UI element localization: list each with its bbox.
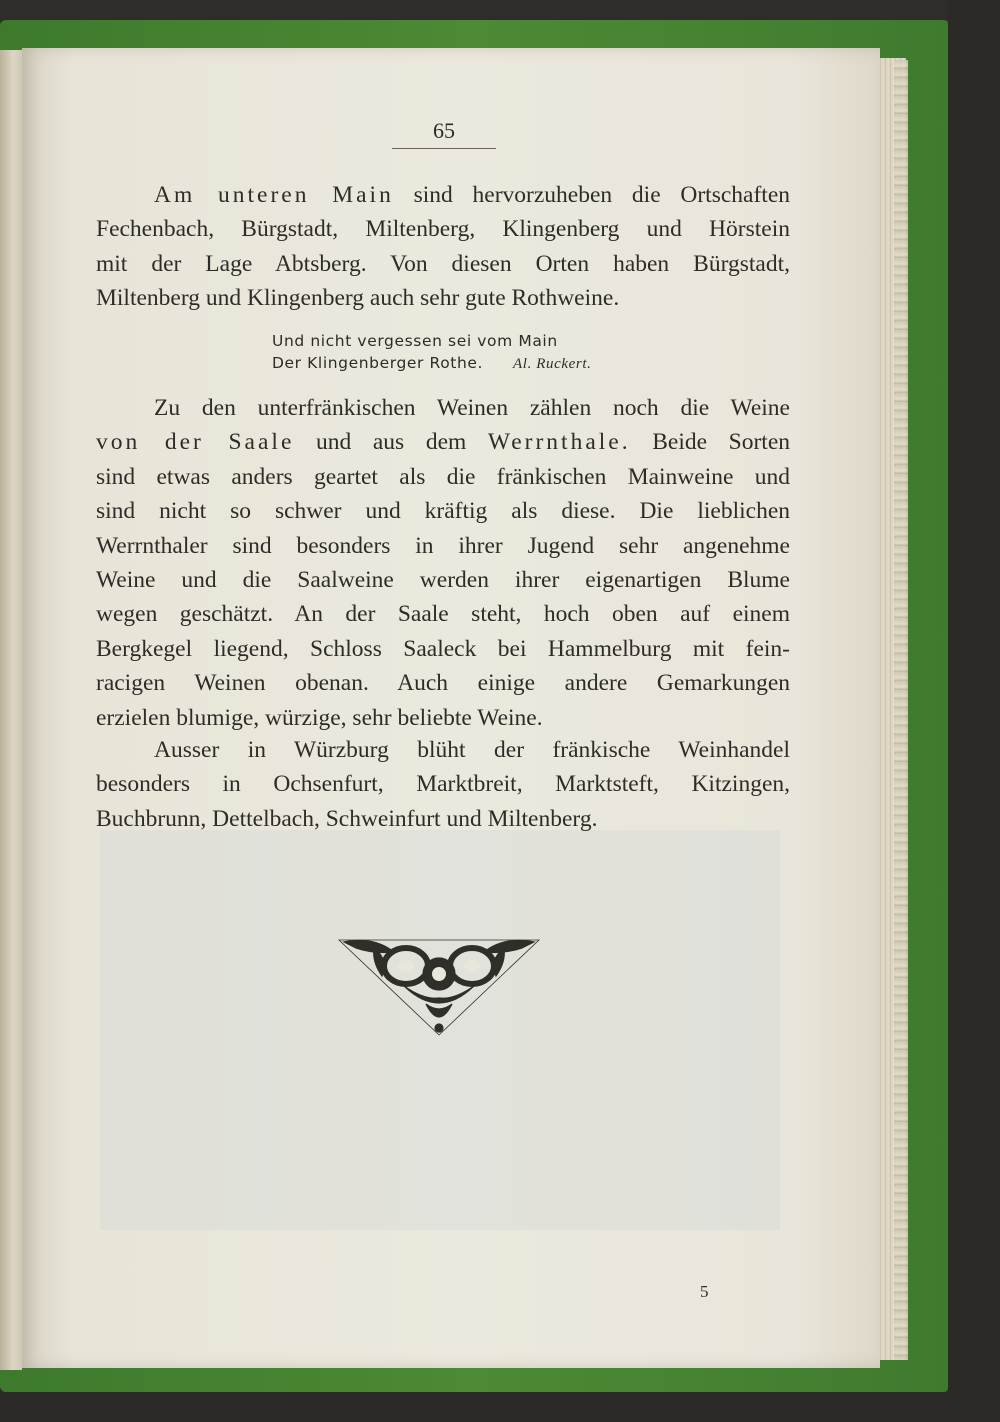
text-line: Bergkegel liegend, Schloss Saaleck bei Hammelburg mit fein- bbox=[96, 635, 790, 662]
text-line: Fechenbach, Bürgstadt, Miltenberg, Klingenberg und Hörstein bbox=[96, 216, 790, 243]
text-line: mit der Lage Abtsberg. Von diesen Orten haben Bürgstadt, bbox=[96, 250, 790, 277]
signature-mark: 5 bbox=[700, 1282, 709, 1301]
spaced-phrase: Werrnthale. bbox=[487, 429, 631, 456]
text-line: besonders in Ochsenfurt, Marktbreit, Marktsteft, Kitzingen, bbox=[96, 771, 790, 798]
page-fore-edge bbox=[894, 60, 908, 1360]
spaced-phrase: Am unteren Main bbox=[154, 182, 394, 208]
page-number: 65 bbox=[392, 118, 496, 149]
text-line: Weine und die Saalweine werden ihrer eigenartigen Blume bbox=[96, 567, 790, 594]
poem-quote bbox=[272, 330, 692, 375]
text-line: wegen geschätzt. An der Saale steht, hoch oben auf einem bbox=[96, 601, 790, 628]
text-line: von der Saale und aus dem Werrnthale. Beide Sorten bbox=[96, 429, 790, 456]
spaced-phrase: von der Saale bbox=[96, 429, 295, 456]
floral-vignette-icon bbox=[334, 930, 544, 1040]
text-line: Werrnthaler sind besonders in ihrer Jugend sehr angenehme bbox=[96, 532, 790, 559]
text-line: Am unteren Main sind hervorzuheben die Ortschaften bbox=[154, 182, 790, 208]
quote-line bbox=[272, 352, 692, 375]
scan-right-margin bbox=[948, 0, 1000, 1422]
text-line: Miltenberg und Klingenberg auch sehr gute Rothweine. bbox=[96, 285, 620, 312]
text-line: erzielen blumige, würzige, sehr beliebte Weine. bbox=[96, 704, 543, 731]
scan-top-margin bbox=[0, 0, 1000, 22]
text-line: Zu den unterfränkischen Weinen zählen noch die Weine bbox=[154, 395, 790, 421]
paragraph-saale-werrn bbox=[96, 391, 790, 735]
quote-line-text: Der Klingenberger Rothe. bbox=[272, 354, 484, 372]
quote-line: Und nicht vergessen sei vom Main bbox=[272, 332, 558, 350]
paragraph-lower-main bbox=[96, 178, 790, 316]
paragraph-wine-trade bbox=[96, 733, 790, 836]
scan-bottom-margin bbox=[0, 1392, 1000, 1422]
text-line: racigen Weinen obenan. Auch einige andere Gemarkungen bbox=[96, 670, 790, 697]
text-line: sind etwas anders geartet als die fränkischen Mainweine und bbox=[96, 463, 790, 490]
quote-author: Al. Ruckert. bbox=[513, 356, 592, 372]
text-line: Buchbrunn, Dettelbach, Schweinfurt und Miltenberg. bbox=[96, 805, 598, 832]
text-line: Ausser in Würzburg blüht der fränkische Weinhandel bbox=[154, 737, 790, 763]
left-page-edge bbox=[0, 50, 22, 1370]
text-line: sind nicht so schwer und kräftig als diese. Die lieblichen bbox=[96, 498, 790, 525]
